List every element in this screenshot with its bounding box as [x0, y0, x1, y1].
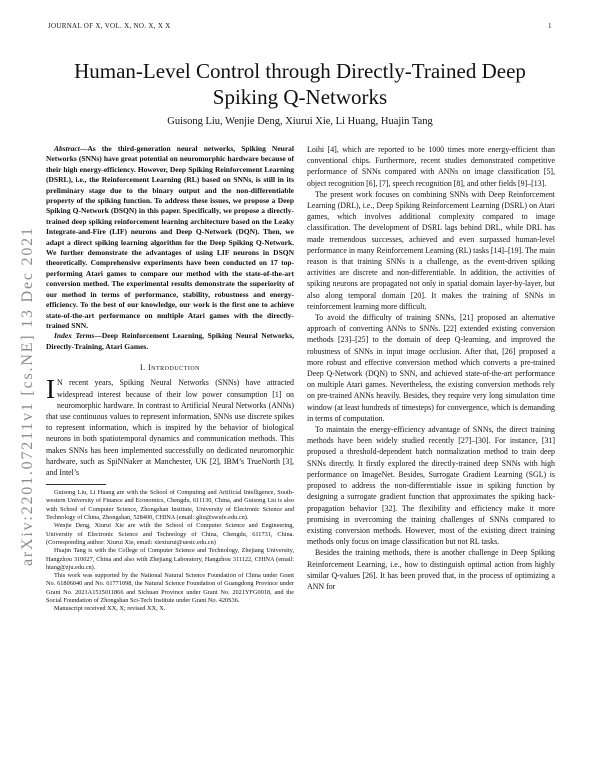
abstract-label: Abstract [54, 144, 80, 153]
footnote-affiliation-1: Guisong Liu, Li Huang are with the School of Computing and Artificial Intelligence, South-western University of Finance and Economics, Chengdu, 611130, China, and Guisong Liu is also with School of Computer Science, Zhongshan Institute, University of Electronic Science and Technology of China, Zhongshan, 528400, CHINA (email: gliu@swufe.edu.cn). [46, 489, 294, 522]
arxiv-stamp [6, 186, 42, 566]
intro-paragraph-1-continued: Loihi [4], which are reported to be 1000 times more energy-efficient than conventional chips. Furthermore, recent studies demonstrated competitive performance of SNNs compared with ANNs on image classification [5], object recognition [6], [7], speech recognition [8], and other fields [9]–[13]. [307, 145, 555, 188]
index-terms [46, 331, 294, 352]
section-heading-introduction: I. Introduction [139, 363, 201, 373]
index-terms-text: —Deep Reinforcement Learning, Spiking Neural Networks, Directly-Training, Atari Games. [46, 331, 295, 351]
intro-paragraph-1 [46, 374, 294, 478]
footnote-divider [46, 484, 106, 485]
left-column [46, 144, 294, 614]
intro-paragraph-3: To avoid the difficulty of training SNNs, [21] proposed an alternative approach of converting ANNs to SNNs. [22] extended existing conversion methods [23]–[25] to the domain of deep Q-learning, and improved the robustness of SNNs in input image occlusion. After that, [26] proposed a more robust and effective conversion method which converts a pre-trained Deep Q-Network (DQN) to SNN, and achieved state-of-the-art performance on multiple Atari games. Nevertheless, the existing conversion methods rely on pre-trained ANNs heavily. Besides, they require very long simulation time window (at least hundreds of timesteps) for convergence, which is demanding in terms of computation. [307, 313, 555, 423]
page-number: 1 [548, 22, 552, 30]
drop-cap: I [46, 374, 55, 405]
footnote-affiliation-2: Wenjie Deng, Xiurui Xie are with the School of Computer Science and Engineering, University of Electronic Science and Technology of China, Chengdu, 611731, China. (Corresponding author: Xiurui Xie, email: xiexiurui@uestc.edu.cn) [46, 522, 294, 546]
intro-paragraph-5: Besides the training methods, there is another challenge in Deep Spiking Reinforcement Learning, i.e., how to distinguish optimal action from highly similar Q-values [26]. It has been proved that, in the process of optimizing a ANN for [307, 548, 555, 591]
footnote-manuscript: Manuscript received XX, X; revised XX, X. [54, 605, 166, 613]
running-header: JOURNAL OF X, VOL. X, NO. X, X X [48, 22, 171, 30]
intro-paragraph-2: The present work focuses on combining SNNs with Deep Reinforcement Learning (DRL), i.e., Deep Spiking Reinforcement Learning (DSRL) on Atari games, which involves additional complexity compared to image classification. The development of DSRL lags behind DRL, while DRL has made tremendous successes, achieved and even surpassed human-level performance in many Reinforcement Learning (RL) tasks [14]–[19]. The main reason is that training SNNs is a challenge, as the event-driven spiking activities are discrete and non-differentiable. In addition, the activities of spiking neurons are propagated not only in spatial domain layer-by-layer, but also along temporal domain [20]. It makes the training of SNNs in reinforcement learning more difficult. [307, 189, 555, 311]
index-terms-label: Index Terms [54, 331, 95, 341]
intro-paragraph-4: To maintain the energy-efficiency advantage of SNNs, the direct training methods have been widely studied recently [27]–[30]. For instance, [31] proposed a threshold-dependent batch normalization method to train deep SNNs directly. It firstly explored the directly-trained deep SNNs with high performance on ImageNet. Besides, Surrogate Gradient Learning (SGL) is proposed to address the non-differentiable issue in spiking function by designing a surrogate gradient function that approximates the spiking back-propagation behavior [32]. The flexibility and efficiency make it more promising in overcoming the training challenges of SNNs compared to existing conversion methods. However, most of the existing direct training methods only focus on image classification but not RL tasks. [307, 425, 555, 547]
arxiv-identifier: arXiv:2201.07211v1 [cs.NE] 13 Dec 2021 [19, 226, 36, 566]
intro-paragraph-1-text: N recent years, Spiking Neural Networks (SNNs) have attracted widespread interest because of their low power consumption [1] on neuromorphic hardware. In contrast to Artificial Neural Networks (ANNs) that use continuous values to represent information, SNNs use discrete spikes to represent information, which is inspired by the behavior of biological neurons in both spatiotemporal dynamics and communication methods. This makes SNNs has been implemented successfully on dedicated neuromorphic hardware, such as SpiNNaker at Manchester, UK [2], IBM’s TrueNorth [3], and Intel’s [46, 378, 294, 477]
right-column [307, 144, 555, 592]
paper-title: Human-Level Control through Directly-Trained Deep Spiking Q-Networks [74, 59, 526, 109]
abstract [46, 144, 294, 331]
footnote-affiliation-3: Huajin Tang is with the College of Computer Science and Technology, Zhejiang University, Hangzhou 310027, China and also with Zhejiang Laboratory, Hangzhou 311122, CHINA (email: htang@zju.edu.cn). [46, 547, 294, 571]
footnote-funding: This work was supported by the National Natural Science Foundation of China under Grant No. 61806040 and No. 61771098, the Natural Science Foundation of Guangdong Province under Grant No. 2021A1515011866 and Sichuan Province under Grant No. 2021YFG0018, and the Social Foundation of Zhongshan Sci-Tech Institute under Grant No. 420S36. [46, 572, 294, 605]
abstract-text: —As the third-generation neural networks, Spiking Neural Networks (SNNs) have great potential on neuromorphic hardware because of their high energy-efficiency. However, Deep Spiking Reinforcement Learning (DSRL), i.e., the Reinforcement Learning (RL) based on SNNs, is still in its preliminary stage due to the binary output and the non-differentiable property of the spiking function. To address these issues, we propose a Deep Spiking Q-Network (DSQN) in this paper. Specifically, we propose a directly-trained deep spiking reinforcement learning architecture based on the Leaky Integrate-and-Fire (LIF) neurons and Deep Q-Network (DQN). Then, we adapt a direct spiking learning algorithm for the Deep Spiking Q-Network. We further demonstrate the advantages of using LIF neurons in DSQN theoretically. Comprehensive experiments have been conducted on 17 top-performing Atari games to compare our method with the state-of-the-art conversion method. The experimental results demonstrate the superiority of our method in terms of performance, stability, robustness and energy-efficiency. To the best of our knowledge, our work is the first one to achieve state-of-the-art performance on multiple Atari games with the directly-trained SNN. [46, 144, 294, 330]
author-list: Guisong Liu, Wenjie Deng, Xiurui Xie, Li Huang, Huajin Tang [167, 116, 433, 127]
